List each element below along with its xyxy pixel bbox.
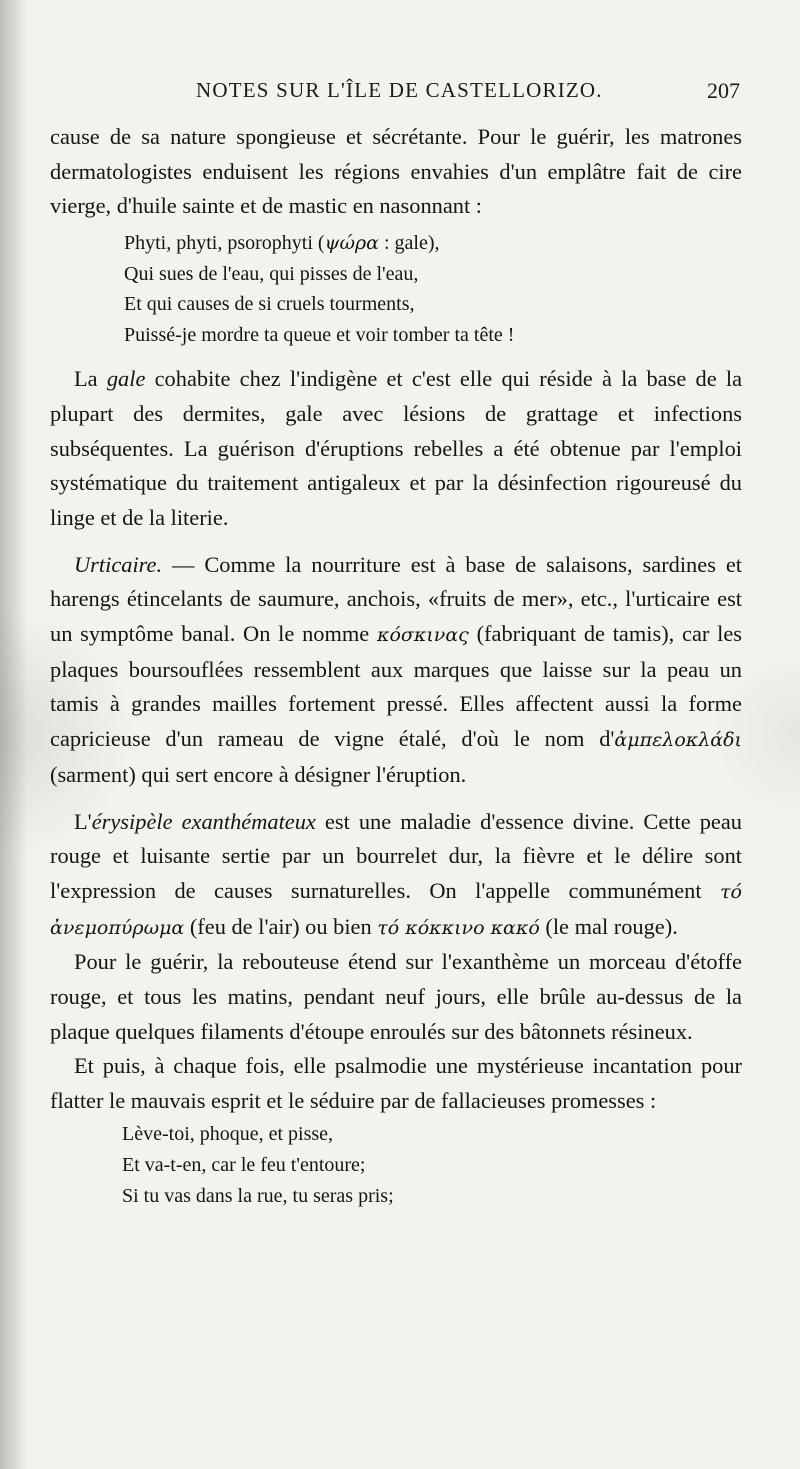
term-gale: gale	[106, 366, 146, 392]
greek-term: τό ἀνεμοπύρωμα	[50, 880, 742, 939]
page-spine-shadow	[0, 0, 28, 1469]
paragraph-urticaire: Urticaire. — Comme la nourriture est à base de salaisons, sardines et harengs étincelants de saumure, anchois, «fruits de mer», etc., l'urticaire est un symptôme banal. On le nomme κόσκινας (fabriquant de tamis), car les plaques boursouflées ressemblent aux marques que laisse sur la peau un tamis à grandes mailles fortement pressé. Elles affectent aussi la forme capricieuse d'un rameau de vigne étalé, d'où le nom d'ἀμπελοκλάδι (sarment) qui sert encore à désigner l'éruption.	[50, 551, 742, 787]
paragraph-gale: La gale cohabite chez l'indigène et c'est elle qui réside à la base de la plupart des dermites, gale avec lésions de grattage et infections subséquentes. La guérison d'éruptions rebelles a été obtenue par l'emploi systématique du traitement antigaleux et par la désinfection rigoureusé du linge et de la literie.	[50, 366, 743, 530]
incantation-verse-1	[50, 228, 742, 350]
verse-line: Phyti, phyti, psorophyti (ψώρα : gale),	[124, 232, 440, 255]
incantation-verse-2	[50, 1119, 742, 1212]
verse-line: Puissé-je mordre ta queue et voir tomber ta tête !	[124, 323, 515, 346]
verse-line: Qui sues de l'eau, qui pisses de l'eau,	[124, 262, 419, 285]
paragraph-cure: Pour le guérir, la rebouteuse étend sur l'exanthème un morceau d'étoffe rouge, et tous les matins, pendant neuf jours, elle brûle au-dessus de la plaque quelques filaments d'étoupe enroulés sur des bâtonnets résineux.	[50, 949, 742, 1044]
verse-line: Si tu vas dans la rue, tu seras pris;	[122, 1184, 394, 1207]
paragraph-incantation-intro: Et puis, à chaque fois, elle psalmodie une mystérieuse incantation pour flatter le mauvais esprit et le séduire par de fallacieuses promesses :	[50, 1053, 742, 1114]
greek-term: κόσκινας	[377, 624, 469, 647]
running-title: NOTES SUR L'ÎLE DE CASTELLORIZO.	[196, 78, 603, 102]
greek-term: τό κόκκινο κακό	[377, 916, 540, 939]
page-number: 207	[707, 78, 740, 103]
verse-line: Et va-t-en, car le feu t'entoure;	[122, 1153, 366, 1176]
paragraph-erysipele: L'érysipèle exanthémateux est une maladie d'essence divine. Cette peau rouge et luisante sertie par un bourrelet dur, la fièvre et le délire sont l'expression de causes surnaturelles. On l'appelle communément τό ἀνεμοπύρωμα (feu de l'air) ou bien τό κόκκινο κακό (le mal rouge).	[50, 808, 742, 939]
verse-line: Et qui causes de si cruels tourments,	[124, 293, 415, 316]
page-header	[0, 78, 800, 108]
verse-line: Lève-toi, phoque, et pisse,	[122, 1122, 334, 1145]
term-erysipele: érysipèle exanthémateux	[91, 808, 316, 834]
greek-term: ψώρα	[324, 232, 379, 255]
greek-term: ἀμπελοκλάδι	[614, 729, 742, 752]
section-heading-urticaire: Urticaire.	[74, 551, 163, 577]
body-text	[50, 120, 742, 1212]
paragraph-remedy-intro: cause de sa nature spongieuse et sécrétante. Pour le guérir, les matrones dermatologistes enduisent les régions envahies d'un emplâtre fait de cire vierge, d'huile sainte et de mastic en nasonnant :	[50, 124, 742, 219]
